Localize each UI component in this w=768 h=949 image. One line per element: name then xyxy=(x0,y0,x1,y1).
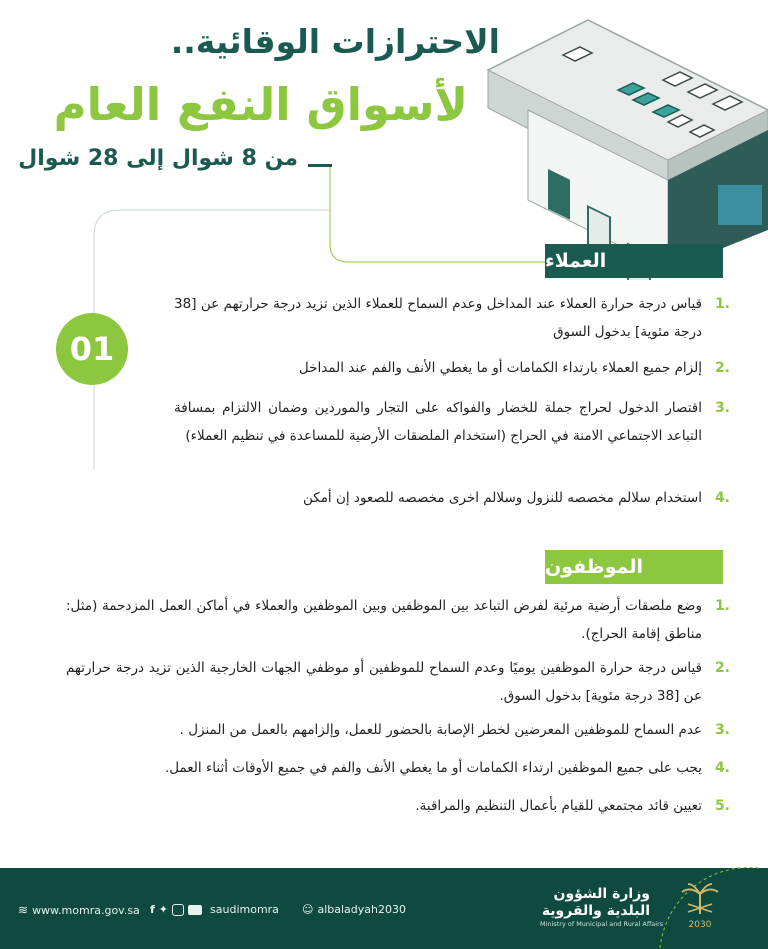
customers-heading: العملاء xyxy=(545,244,723,278)
vision-2030-logo: 2030 xyxy=(670,882,730,938)
wifi-icon: ≋ xyxy=(18,903,29,917)
website-link[interactable]: ≋ www.momra.gov.sa xyxy=(18,903,140,917)
list-item: 4. يجب على جميع الموظفين ارتداء الكمامات أو ما يغطي الأنف والفم في جميع الأوقات أثناء العمل. xyxy=(164,760,730,776)
instagram-icon[interactable] xyxy=(172,904,184,916)
snapchat-link[interactable]: ☺ albaladyah2030 xyxy=(302,903,406,916)
list-item: 2. إلزام جميع العملاء بارتداء الكمامات أو ما يغطي الأنف والفم عند المداخل xyxy=(298,360,730,376)
list-item: 5. تعيين قائد مجتمعي للقيام بأعمال التنظيم والمراقبة. xyxy=(415,798,730,814)
page-title-line2: لأسواق النفع العام xyxy=(53,78,468,131)
twitter-icon[interactable]: ✦ xyxy=(158,903,169,916)
employees-list xyxy=(0,592,768,832)
list-item: 2. قياس درجة حرارة الموظفين يوميًا وعدم السماح للموظفين أو موظفي الجهات الخارجية الذين تزيد درجة حرارتهم عن [38 درجة مئوية] بدخول السوق. xyxy=(66,660,730,704)
date-range: من 8 شوال إلى 28 شوال xyxy=(18,146,298,171)
snapchat-icon: ☺ xyxy=(302,903,314,916)
page-title-line1: الاحترازات الوقائية.. xyxy=(170,22,500,61)
social-links xyxy=(150,903,279,916)
list-item: 1. قياس درجة حرارة العملاء عند المداخل وعدم السماح للعملاء الذين تزيد درجة حرارتهم عن [38 درجة مئوية] بدخول السوق xyxy=(174,296,730,340)
list-item: 3. عدم السماح للموظفين المعرضين لخطر الإصابة بالحضور للعمل، وإلزامهم بالعمل من المنزل . xyxy=(179,722,730,738)
title-dash xyxy=(308,164,332,167)
section-number-badge: 01 xyxy=(56,313,128,385)
customers-list xyxy=(0,290,768,530)
ministry-logo-text: وزارة الشؤون البلدية والقروية Ministry of Municipal and Rural Affairs xyxy=(540,886,664,928)
youtube-icon[interactable] xyxy=(188,905,202,915)
list-item: 3. اقتصار الدخول لحراج جملة للخضار والفواكه على التجار والموردين وضمان الالتزام بمسافة التباعد الاجتماعي الامنة في الحراج (استخدام الملصقات الأرضية للمساعدة في تنظيم العملاء) xyxy=(174,400,730,444)
footer xyxy=(0,868,768,949)
facebook-icon[interactable]: f xyxy=(150,903,155,916)
employees-heading: الموظفون xyxy=(545,550,723,584)
palm-emblem-icon xyxy=(680,882,720,916)
list-item: 1. وضع ملصقات أرضية مرئية لفرض التباعد بين الموظفين وبين الموظفين والعملاء في أماكن العمل المزدحمة (مثل: مناطق إقامة الحراج). xyxy=(66,598,730,642)
social-handle: saudimomra xyxy=(210,903,279,916)
market-building-illustration xyxy=(468,0,768,280)
list-item: 4. استخدام سلالم مخصصه للنزول وسلالم اخرى مخصصه للصعود إن أمكن xyxy=(302,490,730,506)
